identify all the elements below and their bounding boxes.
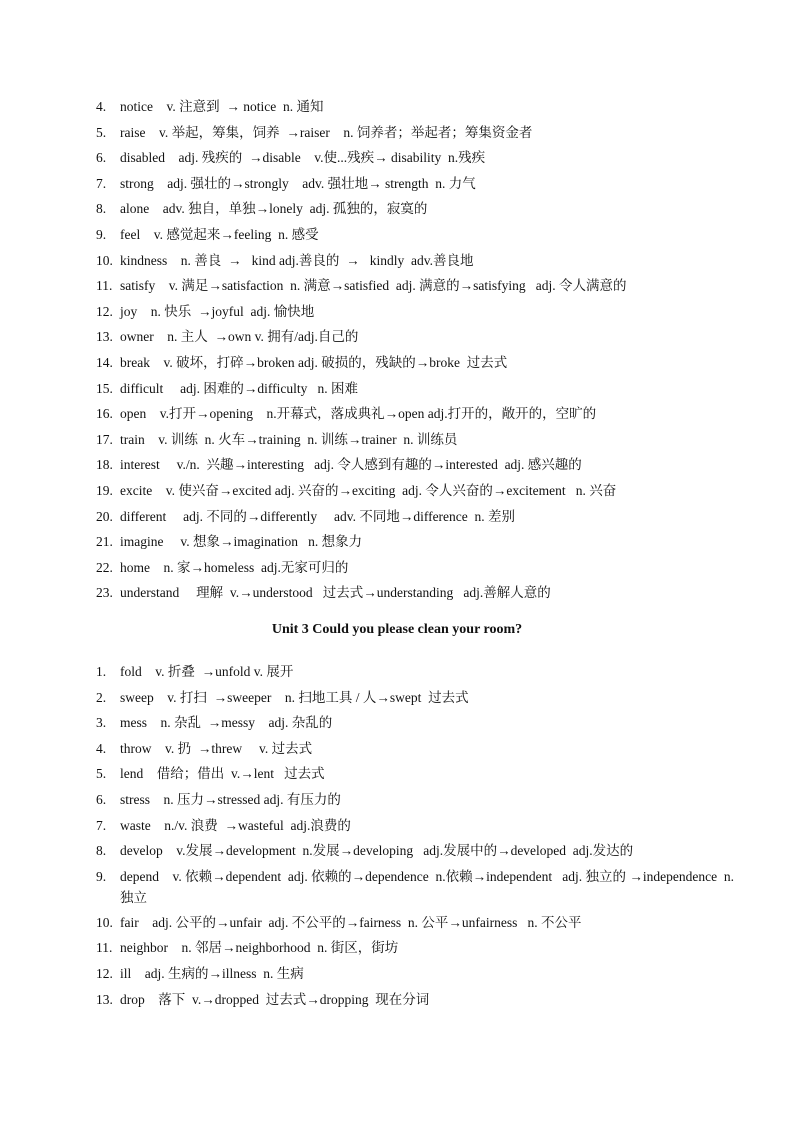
list-item bbox=[96, 196, 736, 222]
item-number: 22. bbox=[96, 559, 113, 575]
item-text: lend 借给；借出 v.→lent 过去式 bbox=[120, 766, 325, 782]
list-item bbox=[96, 350, 736, 376]
item-number: 11. bbox=[96, 278, 113, 294]
list-item bbox=[96, 787, 736, 813]
item-text: raise v. 举起，筹集，饲养 →raiser n. 饲养者；举起者；筹集资金者 bbox=[120, 124, 533, 140]
list-item bbox=[96, 504, 736, 530]
list-item bbox=[96, 145, 736, 171]
list-item bbox=[96, 761, 736, 787]
item-number: 19. bbox=[96, 482, 113, 498]
list-item bbox=[96, 94, 736, 120]
list-item bbox=[96, 864, 736, 910]
item-text: owner n. 主人 →own v. 拥有/adj.自己的 bbox=[120, 329, 359, 345]
list-item bbox=[96, 171, 736, 197]
item-number: 17. bbox=[96, 431, 113, 447]
item-text: disabled adj. 残疾的 →disable v.使...残疾→ disability n.残疾 bbox=[120, 150, 486, 166]
item-number: 1. bbox=[96, 664, 107, 679]
item-text: waste n./v. 浪费 →wasteful adj.浪费的 bbox=[120, 817, 351, 833]
list-item bbox=[96, 910, 736, 936]
item-text: fair adj. 公平的→unfair adj. 不公平的→fairness n. 公平→unfairness n. 不公平 bbox=[120, 914, 582, 930]
item-number: 20. bbox=[96, 508, 113, 524]
item-text: develop v.发展→development n.发展→developing adj.发展中的→developed adj.发达的 bbox=[120, 843, 634, 859]
item-text: notice v. 注意到 → notice n. 通知 bbox=[120, 99, 324, 114]
item-text: home n. 家→homeless adj.无家可归的 bbox=[120, 559, 349, 575]
list-item bbox=[96, 736, 736, 762]
item-number: 9. bbox=[96, 868, 107, 884]
item-number: 6. bbox=[96, 791, 107, 807]
item-text: neighbor n. 邻居→neighborhood n. 街区，街坊 bbox=[120, 940, 399, 956]
list-item bbox=[96, 529, 736, 555]
item-number: 12. bbox=[96, 303, 113, 319]
item-number: 13. bbox=[96, 329, 113, 345]
item-number: 11. bbox=[96, 940, 113, 956]
list-item bbox=[96, 452, 736, 478]
item-number: 7. bbox=[96, 175, 107, 191]
list-item bbox=[96, 813, 736, 839]
item-number: 7. bbox=[96, 817, 107, 833]
item-text: satisfy v. 满足→satisfaction n. 满意→satisfied adj. 满意的→satisfying adj. 令人满意的 bbox=[120, 278, 627, 294]
item-number: 5. bbox=[96, 124, 107, 140]
item-number: 2. bbox=[96, 689, 107, 705]
item-number: 3. bbox=[96, 715, 107, 731]
list-item bbox=[96, 222, 736, 248]
item-number: 13. bbox=[96, 991, 113, 1007]
item-number: 23. bbox=[96, 585, 113, 601]
item-number: 8. bbox=[96, 201, 107, 217]
list-item bbox=[96, 299, 736, 325]
item-text: understand 理解 v.→understood 过去式→understanding adj.善解人意的 bbox=[120, 585, 551, 601]
item-number: 10. bbox=[96, 914, 113, 930]
item-text: kindness n. 善良 → kind adj.善良的 → kindly adv.善良地 bbox=[120, 252, 474, 268]
list-item bbox=[96, 659, 736, 685]
list-item bbox=[96, 478, 736, 504]
item-text: open v.打开→opening n.开幕式，落成典礼→open adj.打开的，敞开的，空旷的 bbox=[120, 406, 597, 422]
item-text: difficult adj. 困难的→difficulty n. 困难 bbox=[120, 380, 358, 396]
item-number: 6. bbox=[96, 150, 107, 166]
item-number: 18. bbox=[96, 457, 113, 473]
item-text: train v. 训练 n. 火车→training n. 训练→trainer n. 训练员 bbox=[120, 431, 458, 447]
item-text: feel v. 感觉起来→feeling n. 感受 bbox=[120, 226, 319, 242]
item-number: 12. bbox=[96, 965, 113, 981]
item-text: mess n. 杂乱 →messy adj. 杂乱的 bbox=[120, 715, 333, 731]
list-item bbox=[96, 401, 736, 427]
list-item bbox=[96, 248, 736, 274]
list-item bbox=[96, 427, 736, 453]
item-number: 4. bbox=[96, 740, 107, 756]
item-number: 15. bbox=[96, 380, 113, 396]
item-text: break v. 破坏，打碎→broken adj. 破损的，残缺的→broke 过去式 bbox=[120, 354, 508, 370]
unit-heading: Unit 3 Could you please clean your room? bbox=[271, 622, 523, 637]
list-item bbox=[96, 935, 736, 961]
item-number: 4. bbox=[96, 99, 107, 114]
item-number: 9. bbox=[96, 226, 107, 242]
item-text: fold v. 折叠 →unfold v. 展开 bbox=[120, 664, 294, 679]
item-number: 14. bbox=[96, 354, 113, 370]
vocabulary-list-unit-3 bbox=[96, 659, 736, 1012]
item-text: joy n. 快乐 →joyful adj. 愉快地 bbox=[120, 303, 315, 319]
item-number: 8. bbox=[96, 843, 107, 859]
list-item bbox=[96, 685, 736, 711]
item-text: ill adj. 生病的→illness n. 生病 bbox=[120, 965, 304, 981]
list-item bbox=[96, 580, 736, 606]
item-text: different adj. 不同的→differently adv. 不同地→difference n. 差别 bbox=[120, 508, 516, 524]
list-item bbox=[96, 987, 736, 1013]
item-number: 21. bbox=[96, 534, 113, 550]
list-item bbox=[96, 324, 736, 350]
item-text: alone adv. 独自，单独→lonely adj. 孤独的，寂寞的 bbox=[120, 201, 428, 217]
item-number: 16. bbox=[96, 406, 113, 422]
item-text: depend v. 依赖→dependent adj. 依赖的→dependence n.依赖→independent adj. 独立的 →independence n.独立 bbox=[120, 868, 734, 905]
item-text: throw v. 扔 →threw v. 过去式 bbox=[120, 740, 313, 756]
item-number: 10. bbox=[96, 252, 113, 268]
item-text: sweep v. 打扫 →sweeper n. 扫地工具 / 人→swept 过去式 bbox=[120, 689, 469, 705]
item-text: drop 落下 v.→dropped 过去式→dropping 现在分词 bbox=[120, 991, 430, 1007]
item-text: strong adj. 强壮的→strongly adv. 强壮地→ strength n. 力气 bbox=[120, 175, 476, 191]
list-item bbox=[96, 273, 736, 299]
item-text: stress n. 压力→stressed adj. 有压力的 bbox=[120, 791, 341, 807]
item-text: interest v./n. 兴趣→interesting adj. 令人感到有趣的→interested adj. 感兴趣的 bbox=[120, 457, 582, 473]
item-text: excite v. 使兴奋→excited adj. 兴奋的→exciting adj. 令人兴奋的→excitement n. 兴奋 bbox=[120, 482, 617, 498]
list-item bbox=[96, 961, 736, 987]
list-item bbox=[96, 120, 736, 146]
list-item bbox=[96, 838, 736, 864]
vocabulary-list-previous-unit bbox=[96, 94, 736, 606]
item-number: 5. bbox=[96, 766, 107, 782]
list-item bbox=[96, 376, 736, 402]
list-item bbox=[96, 555, 736, 581]
list-item bbox=[96, 710, 736, 736]
item-text: imagine v. 想象→imagination n. 想象力 bbox=[120, 534, 363, 550]
